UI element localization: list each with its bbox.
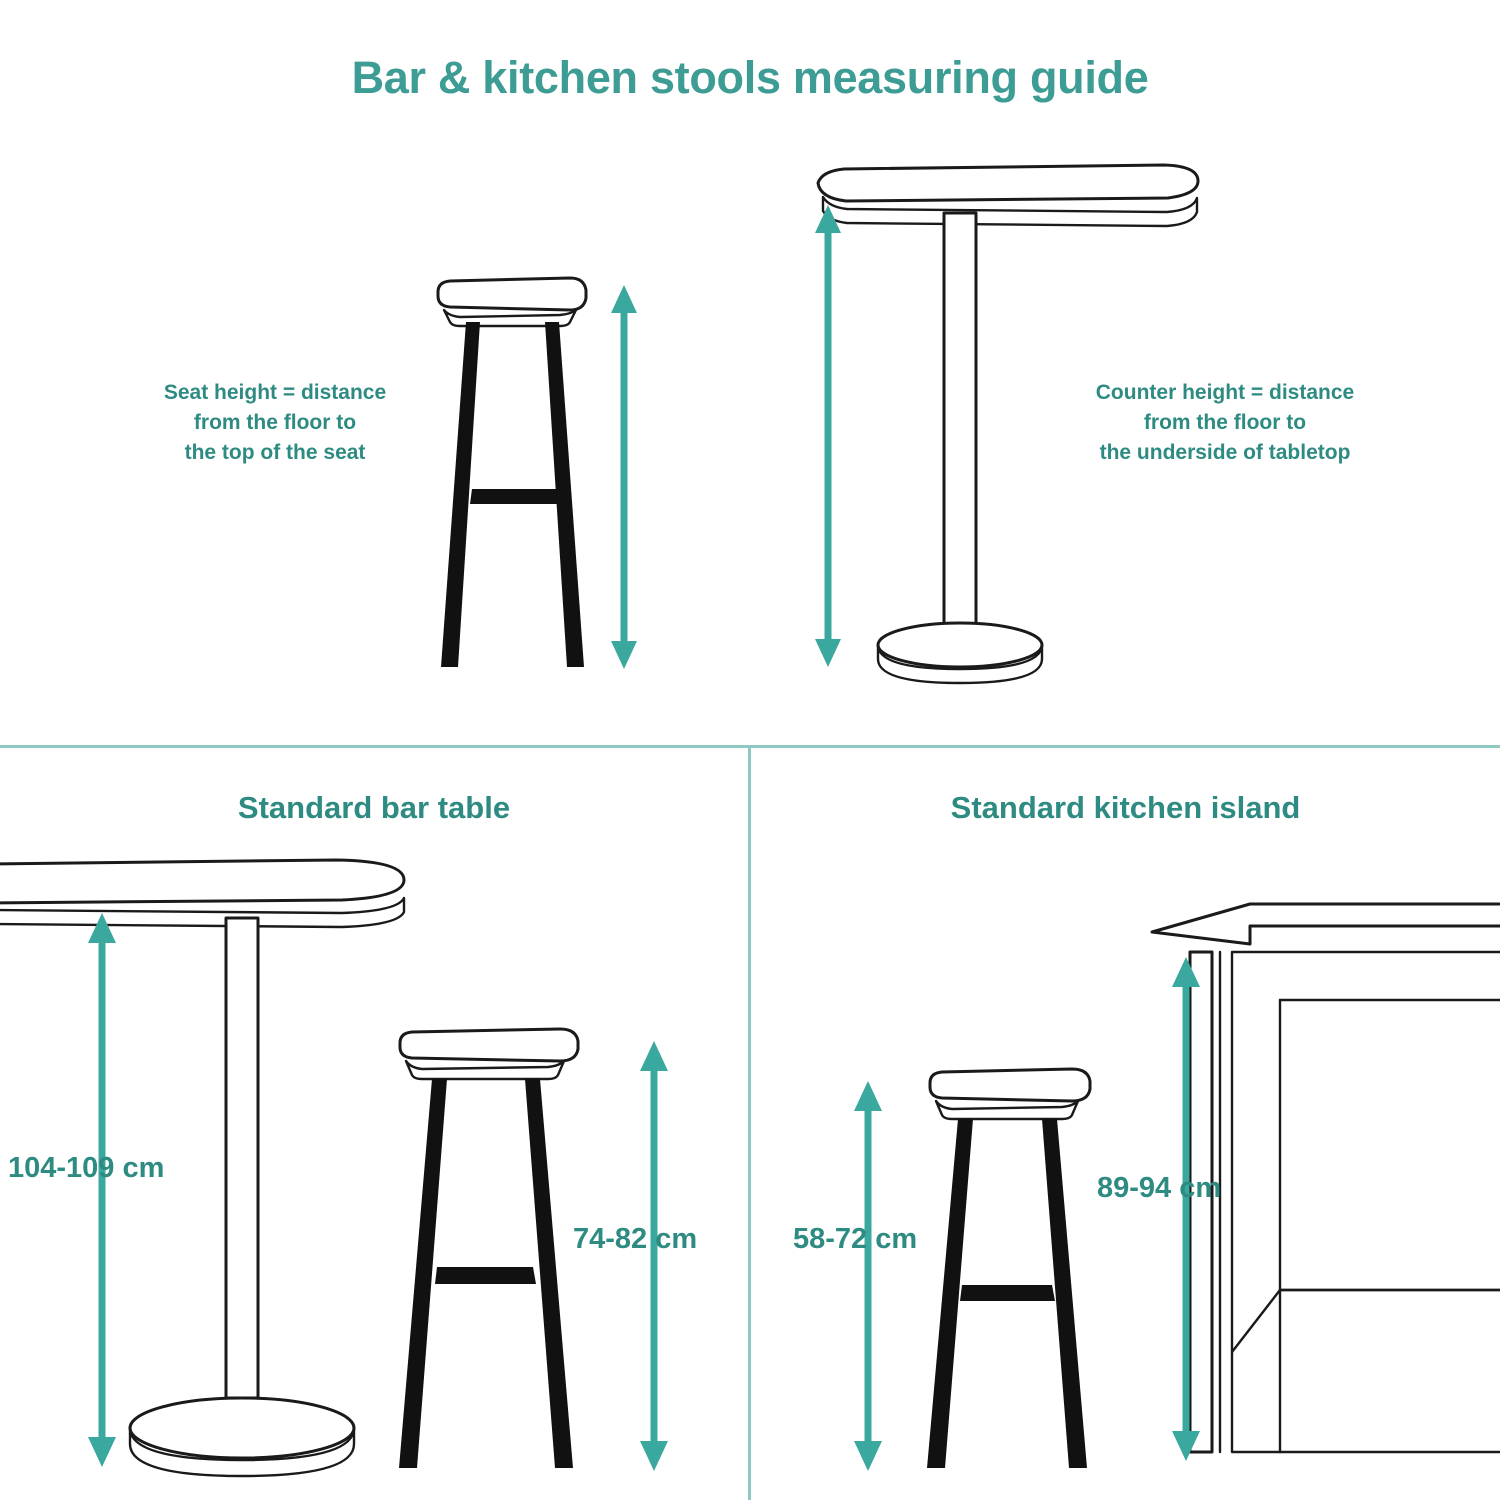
caption-line: the top of the seat bbox=[184, 441, 366, 464]
measurement-kitchen-stool: 58-72 cm bbox=[793, 1223, 918, 1255]
section-heading-kitchen-island: Standard kitchen island bbox=[950, 790, 1301, 825]
page-title: Bar & kitchen stools measuring guide bbox=[351, 52, 1149, 103]
caption-line: from the floor to bbox=[1143, 411, 1307, 434]
measurement-kitchen-island: 89-94 cm bbox=[1097, 1172, 1222, 1204]
section-heading-bar-table: Standard bar table bbox=[237, 790, 511, 825]
measurement-bar-stool: 74-82 cm bbox=[573, 1223, 698, 1255]
caption-line: from the floor to bbox=[193, 411, 357, 434]
caption-line: Counter height = distance bbox=[1095, 381, 1355, 404]
caption-line: the underside of tabletop bbox=[1099, 441, 1351, 464]
measurement-bar-table: 104-109 cm bbox=[8, 1152, 165, 1184]
caption-line: Seat height = distance bbox=[163, 381, 387, 404]
